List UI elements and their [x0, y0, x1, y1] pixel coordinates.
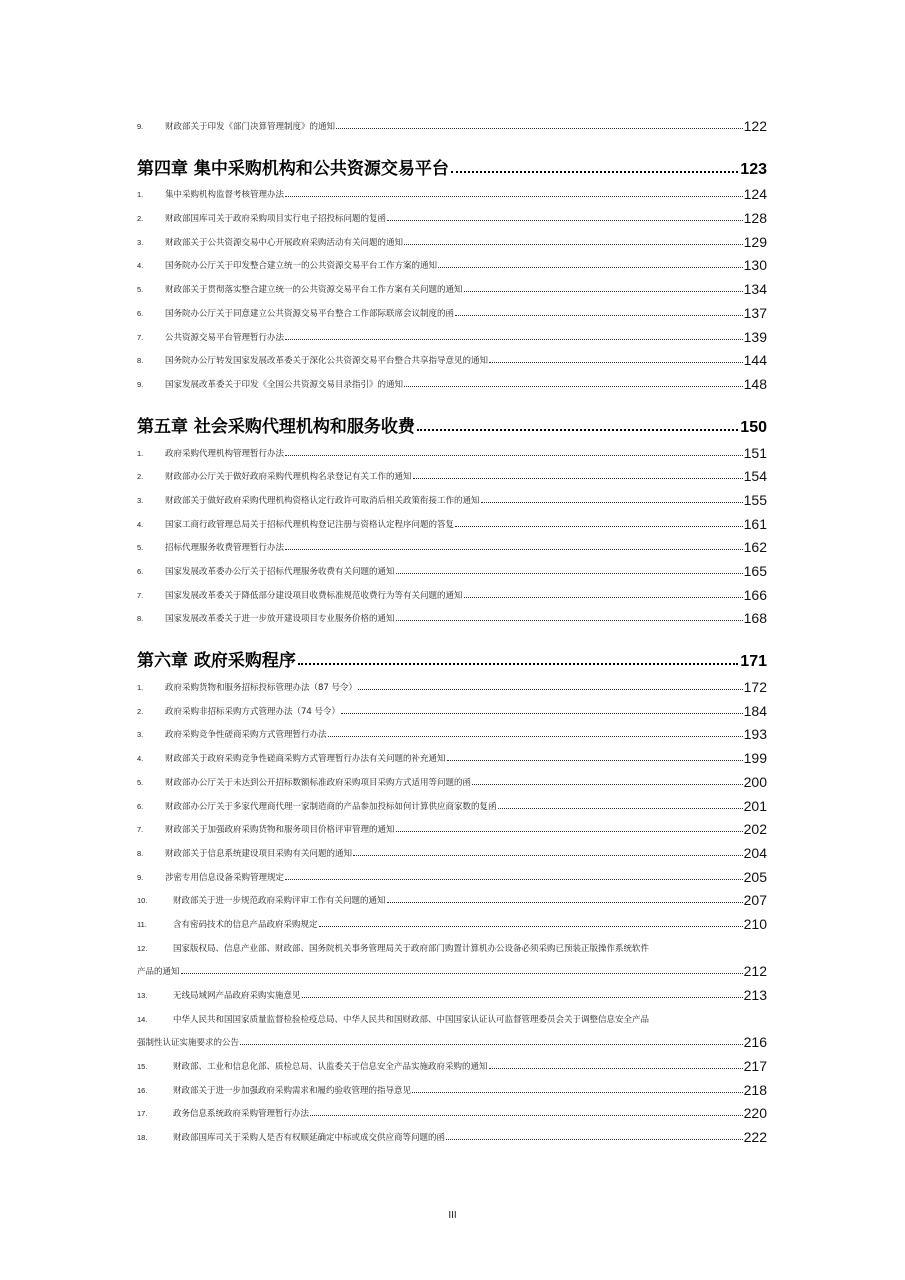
- toc-entry[interactable]: [137, 1050, 767, 1074]
- entry-number: 5.: [137, 777, 144, 787]
- entry-title-line2: 产品的通知: [137, 967, 180, 978]
- entry-page: 122: [743, 117, 767, 134]
- entry-page: 148: [743, 375, 767, 392]
- chapter-heading-5[interactable]: [137, 407, 767, 437]
- entry-page: 172: [743, 679, 767, 696]
- dot-leader: [413, 478, 743, 479]
- entry-page: 218: [743, 1081, 767, 1098]
- entry-number: 8.: [137, 614, 144, 624]
- dot-leader: [336, 128, 743, 129]
- toc-entry[interactable]: [137, 345, 767, 369]
- dot-leader: [412, 1092, 743, 1093]
- dot-leader: [285, 455, 743, 456]
- toc-entry[interactable]: [137, 461, 767, 485]
- dot-leader: [489, 362, 743, 363]
- entry-page: 193: [743, 726, 767, 743]
- entry-page: 216: [743, 1034, 767, 1051]
- chapter-6-entries-continued: [137, 1050, 767, 1145]
- entry-number: 8.: [137, 356, 144, 366]
- chapter-title: 第四章 集中采购机构和公共资源交易平台: [137, 158, 449, 179]
- toc-entry[interactable]: [137, 603, 767, 627]
- entry-title: 财政部关于做好政府采购代理机构资格认定行政许可取消后相关政策衔接工作的通知: [165, 495, 480, 506]
- chapter-title: 第六章 政府采购程序: [137, 651, 296, 672]
- entry-number: 1.: [137, 683, 144, 693]
- entry-title: 财政部国库司关于政府采购项目实行电子招投标问题的复函: [165, 214, 387, 225]
- entry-title: 政府采购代理机构管理暂行办法: [165, 448, 285, 459]
- toc-entry[interactable]: [137, 110, 767, 134]
- dot-leader: [464, 597, 743, 598]
- chapter-4-entries: [137, 179, 767, 392]
- toc-entry[interactable]: [137, 1098, 767, 1122]
- chapter-heading-4[interactable]: [137, 149, 767, 179]
- chapter-5-entries: [137, 437, 767, 627]
- entry-page: 129: [743, 233, 767, 250]
- dot-leader: [498, 808, 743, 809]
- toc-entry[interactable]: [137, 885, 767, 909]
- dot-leader: [481, 502, 743, 503]
- chapter-heading-6[interactable]: [137, 641, 767, 671]
- toc-entry[interactable]: [137, 179, 767, 203]
- entry-title-line1: 国家版权局、信息产业部、财政部、国务院机关事务管理局关于政府部门购置计算机办公设备必须采购已预装正版操作系统软件: [173, 943, 650, 954]
- dot-leader: [455, 315, 743, 316]
- page-number: III: [448, 1210, 457, 1221]
- entry-page: 161: [743, 515, 767, 532]
- entry-page: 220: [743, 1105, 767, 1122]
- entry-page: 144: [743, 352, 767, 369]
- toc-entry[interactable]: [137, 861, 767, 885]
- entry-number: 3.: [137, 495, 144, 505]
- toc-entry[interactable]: [137, 555, 767, 579]
- dot-leader: [285, 339, 743, 340]
- entry-number: 10.: [137, 896, 148, 906]
- dot-leader: [387, 220, 743, 221]
- entry-title: 国家发展改革委关于印发《全国公共资源交易目录指引》的通知: [165, 379, 404, 390]
- dot-leader: [310, 1115, 743, 1116]
- dot-leader: [446, 1139, 743, 1140]
- toc-entry[interactable]: [137, 766, 767, 790]
- entry-number: 14.: [137, 1014, 148, 1024]
- toc-entry[interactable]: [137, 297, 767, 321]
- entry-title: 政府采购货物和服务招标投标管理办法（87 号令）: [165, 683, 358, 694]
- entry-page: 207: [743, 892, 767, 909]
- dot-leader: [328, 736, 743, 737]
- entry-page: 201: [743, 797, 767, 814]
- entry-page: 213: [743, 987, 767, 1003]
- toc-entry-wrapped-line1[interactable]: [137, 1003, 767, 1027]
- entry-title: 国务院办公厅关于印发整合建立统一的公共资源交易平台工作方案的通知: [165, 261, 438, 272]
- entry-page: 134: [743, 281, 767, 298]
- entry-title: 国务院办公厅关于同意建立公共资源交易平台整合工作部际联席会议制度的函: [165, 308, 455, 319]
- entry-number: 5.: [137, 543, 144, 553]
- table-of-contents: [137, 110, 767, 1145]
- toc-entry[interactable]: [137, 979, 767, 1003]
- entry-title: 国务院办公厅转发国家发展改革委关于深化公共资源交易平台整合共享指导意见的通知: [165, 356, 489, 367]
- toc-entry-wrapped-line2[interactable]: [137, 1027, 767, 1051]
- toc-entry[interactable]: [137, 671, 767, 695]
- entry-page: 128: [743, 210, 767, 227]
- entry-number: 4.: [137, 754, 144, 764]
- dot-leader: [438, 267, 743, 268]
- toc-entry[interactable]: [137, 719, 767, 743]
- entry-title: 财政部关于加强政府采购货物和服务项目价格评审管理的通知: [165, 825, 395, 836]
- entry-title: 政府采购竞争性磋商采购方式管理暂行办法: [165, 730, 327, 741]
- dot-leader: [404, 244, 743, 245]
- entry-number: 12.: [137, 943, 148, 953]
- toc-entry[interactable]: [137, 790, 767, 814]
- entry-page: 205: [743, 868, 767, 885]
- entry-page: 154: [743, 468, 767, 485]
- entry-page: 165: [743, 563, 767, 579]
- dot-leader: [319, 926, 743, 927]
- chapter-6-entries: [137, 671, 767, 932]
- dot-leader: [298, 663, 738, 665]
- entry-title: 国家发展改革委关于降低部分建设项目收费标准规范收费行为等有关问题的通知: [165, 590, 463, 601]
- entry-page: 166: [743, 586, 767, 603]
- entry-number: 3.: [137, 730, 144, 740]
- entry-number: 6.: [137, 567, 144, 576]
- entry-number: 2.: [137, 706, 144, 716]
- entry-title: 招标代理服务收费管理暂行办法: [165, 543, 285, 554]
- entry-number: 4.: [137, 261, 144, 271]
- toc-entry[interactable]: [137, 579, 767, 603]
- chapter-page: 171: [740, 653, 767, 671]
- toc-entry[interactable]: [137, 1121, 767, 1145]
- entry-title: 财政部关于公共资源交易中心开展政府采购活动有关问题的通知: [165, 237, 404, 248]
- entry-title: 财政部关于印发《部门决算管理制度》的通知: [165, 121, 336, 132]
- entry-number: 7.: [137, 590, 144, 600]
- entry-page: 212: [743, 963, 767, 980]
- toc-entry[interactable]: [137, 437, 767, 461]
- entry-number: 6.: [137, 308, 144, 318]
- entry-number: 9.: [137, 121, 144, 131]
- entry-title: 财政部办公厅关于多家代理商代理一家制造商的产品参加投标如何计算供应商家数的复函: [165, 801, 497, 812]
- entry-title: 财政部关于进一步加强政府采购需求和履约验收管理的指导意见: [173, 1085, 412, 1096]
- dot-leader: [285, 196, 743, 197]
- toc-entry[interactable]: [137, 321, 767, 345]
- toc-entry[interactable]: [137, 508, 767, 532]
- toc-entry[interactable]: [137, 695, 767, 719]
- toc-entry[interactable]: [137, 250, 767, 274]
- dot-leader: [396, 831, 743, 832]
- entry-title: 涉密专用信息设备采购管理规定: [165, 872, 285, 883]
- toc-entry[interactable]: [137, 484, 767, 508]
- dot-leader: [240, 1044, 743, 1045]
- dot-leader: [285, 549, 743, 550]
- dot-leader: [302, 997, 743, 998]
- entry-title: 国家工商行政管理总局关于招标代理机构登记注册与资格认定程序问题的答复: [165, 519, 455, 530]
- dot-leader: [181, 973, 743, 974]
- entry-title-line1: 中华人民共和国国家质量监督检验检疫总局、中华人民共和国财政部、中国国家认证认可监督管理委员会关于调整信息安全产品: [173, 1014, 650, 1025]
- dot-leader: [358, 689, 743, 690]
- entry-page: 199: [743, 750, 767, 767]
- entry-number: 11.: [137, 919, 147, 929]
- dot-leader: [396, 620, 743, 621]
- entry-title: 公共资源交易平台管理暂行办法: [165, 332, 285, 343]
- chapter-title: 第五章 社会采购代理机构和服务收费: [137, 416, 415, 437]
- toc-entry[interactable]: [137, 1074, 767, 1098]
- entry-number: 2.: [137, 214, 144, 224]
- entry-number: 6.: [137, 801, 144, 811]
- dot-leader: [447, 760, 743, 761]
- entry-number: 9.: [137, 872, 144, 882]
- chapter-page: 150: [740, 418, 767, 436]
- dot-leader: [387, 902, 743, 903]
- entry-page: 155: [743, 491, 767, 508]
- dot-leader: [455, 526, 743, 527]
- entry-title: 含有密码技术的信息产品政府采购规定: [173, 919, 318, 930]
- entry-page: 202: [743, 821, 767, 838]
- entry-number: 18.: [137, 1133, 148, 1143]
- entry-title: 政府采购非招标采购方式管理办法（74 号令）: [165, 706, 341, 717]
- dot-leader: [341, 713, 743, 714]
- toc-entry[interactable]: [137, 814, 767, 838]
- entry-page: 162: [743, 539, 767, 556]
- toc-entry[interactable]: [137, 837, 767, 861]
- entry-title: 集中采购机构监督考核管理办法: [165, 190, 285, 201]
- entry-number: 7.: [137, 825, 144, 835]
- entry-number: 17.: [137, 1109, 148, 1119]
- toc-entry-wrapped-line1[interactable]: [137, 932, 767, 956]
- entry-page: 204: [743, 844, 767, 861]
- dot-leader: [396, 573, 743, 574]
- entry-title: 财政部关于贯彻落实整合建立统一的公共资源交易平台工作方案有关问题的通知: [165, 285, 463, 296]
- entry-page: 200: [743, 773, 767, 790]
- entry-number: 1.: [137, 190, 144, 200]
- toc-entry[interactable]: [137, 202, 767, 226]
- entry-title: 财政部关于进一步规范政府采购评审工作有关问题的通知: [173, 896, 386, 907]
- dot-leader: [285, 879, 743, 880]
- toc-entry-wrapped-line2[interactable]: [137, 956, 767, 980]
- entry-title: 国家发展改革委关于进一步放开建设项目专业服务价格的通知: [165, 614, 395, 625]
- entry-page: 130: [743, 257, 767, 274]
- entry-page: 124: [743, 186, 767, 203]
- dot-leader: [489, 1068, 743, 1069]
- entry-title: 财政部办公厅关于做好政府采购代理机构名录登记有关工作的通知: [165, 472, 412, 483]
- entry-number: 5.: [137, 285, 144, 295]
- toc-entry[interactable]: [137, 742, 767, 766]
- entry-page: 217: [743, 1058, 767, 1075]
- chapter-page: 123: [740, 160, 767, 178]
- entry-number: 16.: [137, 1085, 148, 1095]
- entry-page: 139: [743, 328, 767, 345]
- entry-number: 8.: [137, 848, 144, 858]
- entry-page: 151: [743, 444, 767, 461]
- entry-number: 9.: [137, 379, 144, 389]
- entry-page: 222: [743, 1129, 767, 1146]
- dot-leader: [451, 171, 738, 173]
- entry-number: 1.: [137, 448, 144, 458]
- entry-title: 无线局域网产品政府采购实施意见: [173, 991, 301, 1001]
- entry-title-line2: 强制性认证实施要求的公告: [137, 1038, 240, 1049]
- entry-number: 7.: [137, 332, 144, 342]
- entry-page: 137: [743, 304, 767, 321]
- entry-number: 2.: [137, 472, 144, 482]
- toc-entry[interactable]: [137, 908, 767, 932]
- dot-leader: [464, 291, 743, 292]
- dot-leader: [353, 855, 743, 856]
- toc-entry[interactable]: [137, 532, 767, 556]
- entry-title: 财政部关于政府采购竞争性磋商采购方式管理暂行办法有关问题的补充通知: [165, 754, 446, 765]
- entry-title: 财政部关于信息系统建设项目采购有关问题的通知: [165, 848, 353, 859]
- dot-leader: [404, 386, 743, 387]
- entry-number: 15.: [137, 1062, 148, 1072]
- toc-entry[interactable]: [137, 273, 767, 297]
- entry-page: 168: [743, 610, 767, 627]
- toc-entry[interactable]: [137, 368, 767, 392]
- dot-leader: [417, 429, 738, 431]
- entry-page: 210: [743, 915, 767, 932]
- dot-leader: [472, 784, 743, 785]
- entry-page: 184: [743, 702, 767, 719]
- entry-title: 政务信息系统政府采购管理暂行办法: [173, 1109, 310, 1120]
- entry-number: 4.: [137, 519, 144, 529]
- entry-title: 国家发展改革委办公厅关于招标代理服务收费有关问题的通知: [165, 567, 395, 577]
- entry-title: 财政部、工业和信息化部、质检总局、认监委关于信息安全产品实施政府采购的通知: [173, 1062, 488, 1073]
- toc-entry[interactable]: [137, 226, 767, 250]
- entry-title: 财政部办公厅关于未达到公开招标数额标准政府采购项目采购方式适用等问题的函: [165, 777, 472, 788]
- entry-number: 13.: [137, 991, 148, 1000]
- entry-number: 3.: [137, 237, 144, 247]
- entry-title: 财政部国库司关于采购人是否有权顺延确定中标或成交供应商等问题的函: [173, 1133, 446, 1144]
